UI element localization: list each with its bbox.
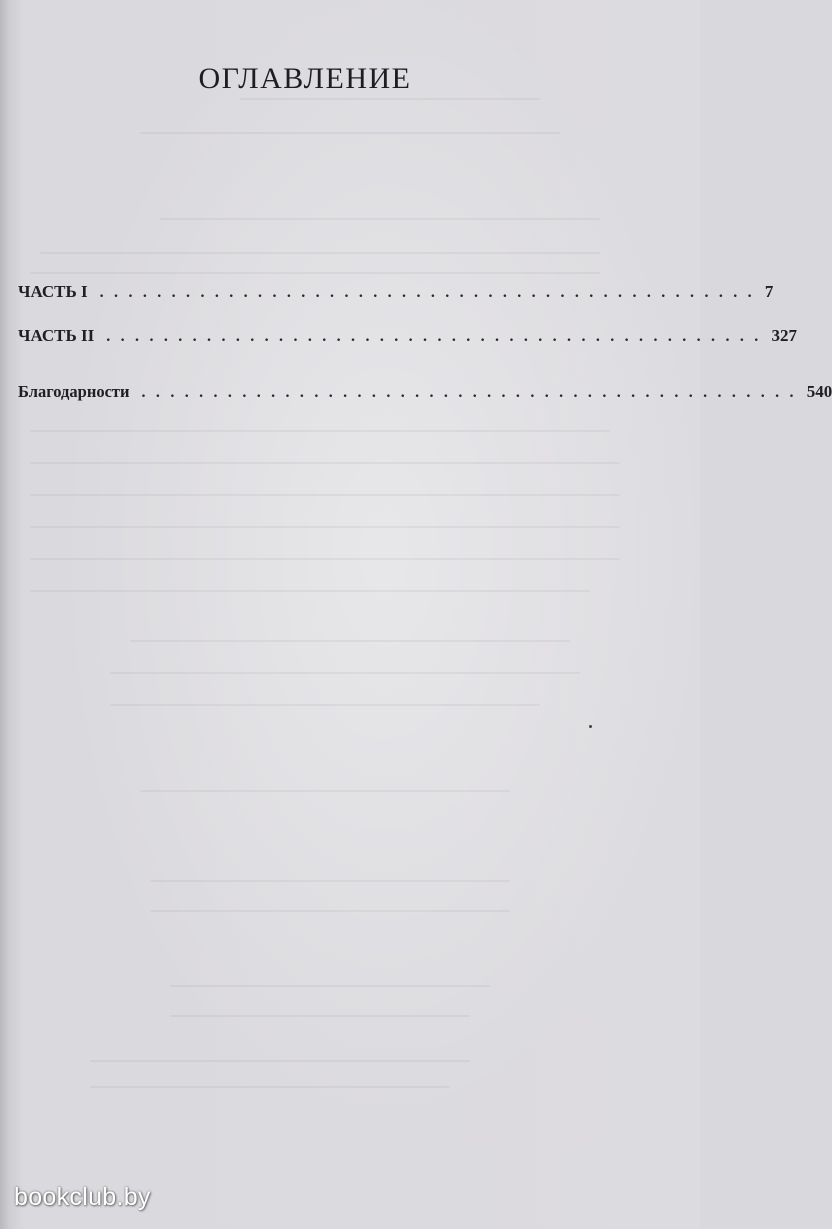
toc-entry-part-1 <box>18 282 774 302</box>
toc-entry-page-number: 7 <box>764 282 774 301</box>
ink-speck <box>589 725 592 728</box>
toc-entry-part-2 <box>18 326 797 346</box>
page-title: ОГЛАВЛЕНИЕ <box>198 62 412 95</box>
toc-entry-acknowledgements <box>18 382 832 402</box>
toc-leader-dots: . . . . . . . . . . . . . . . . . . . . . . . . . . . . . . . . . . . . . . . . . . . . . . <box>141 384 797 401</box>
toc-entry-label: ЧАСТЬ I <box>18 282 88 301</box>
toc-leader-dots: . . . . . . . . . . . . . . . . . . . . . . . . . . . . . . . . . . . . . . . . . . . . . . <box>106 328 762 345</box>
toc-entry-label: ЧАСТЬ II <box>18 326 95 345</box>
toc-entry-label: Благодарности <box>18 382 130 401</box>
toc-leader-dots: . . . . . . . . . . . . . . . . . . . . . . . . . . . . . . . . . . . . . . . . . . . . . . <box>99 284 755 301</box>
watermark: bookclub.by <box>14 1183 151 1211</box>
toc-entry-page-number: 540 <box>806 382 832 401</box>
toc-entry-page-number: 327 <box>771 326 797 345</box>
